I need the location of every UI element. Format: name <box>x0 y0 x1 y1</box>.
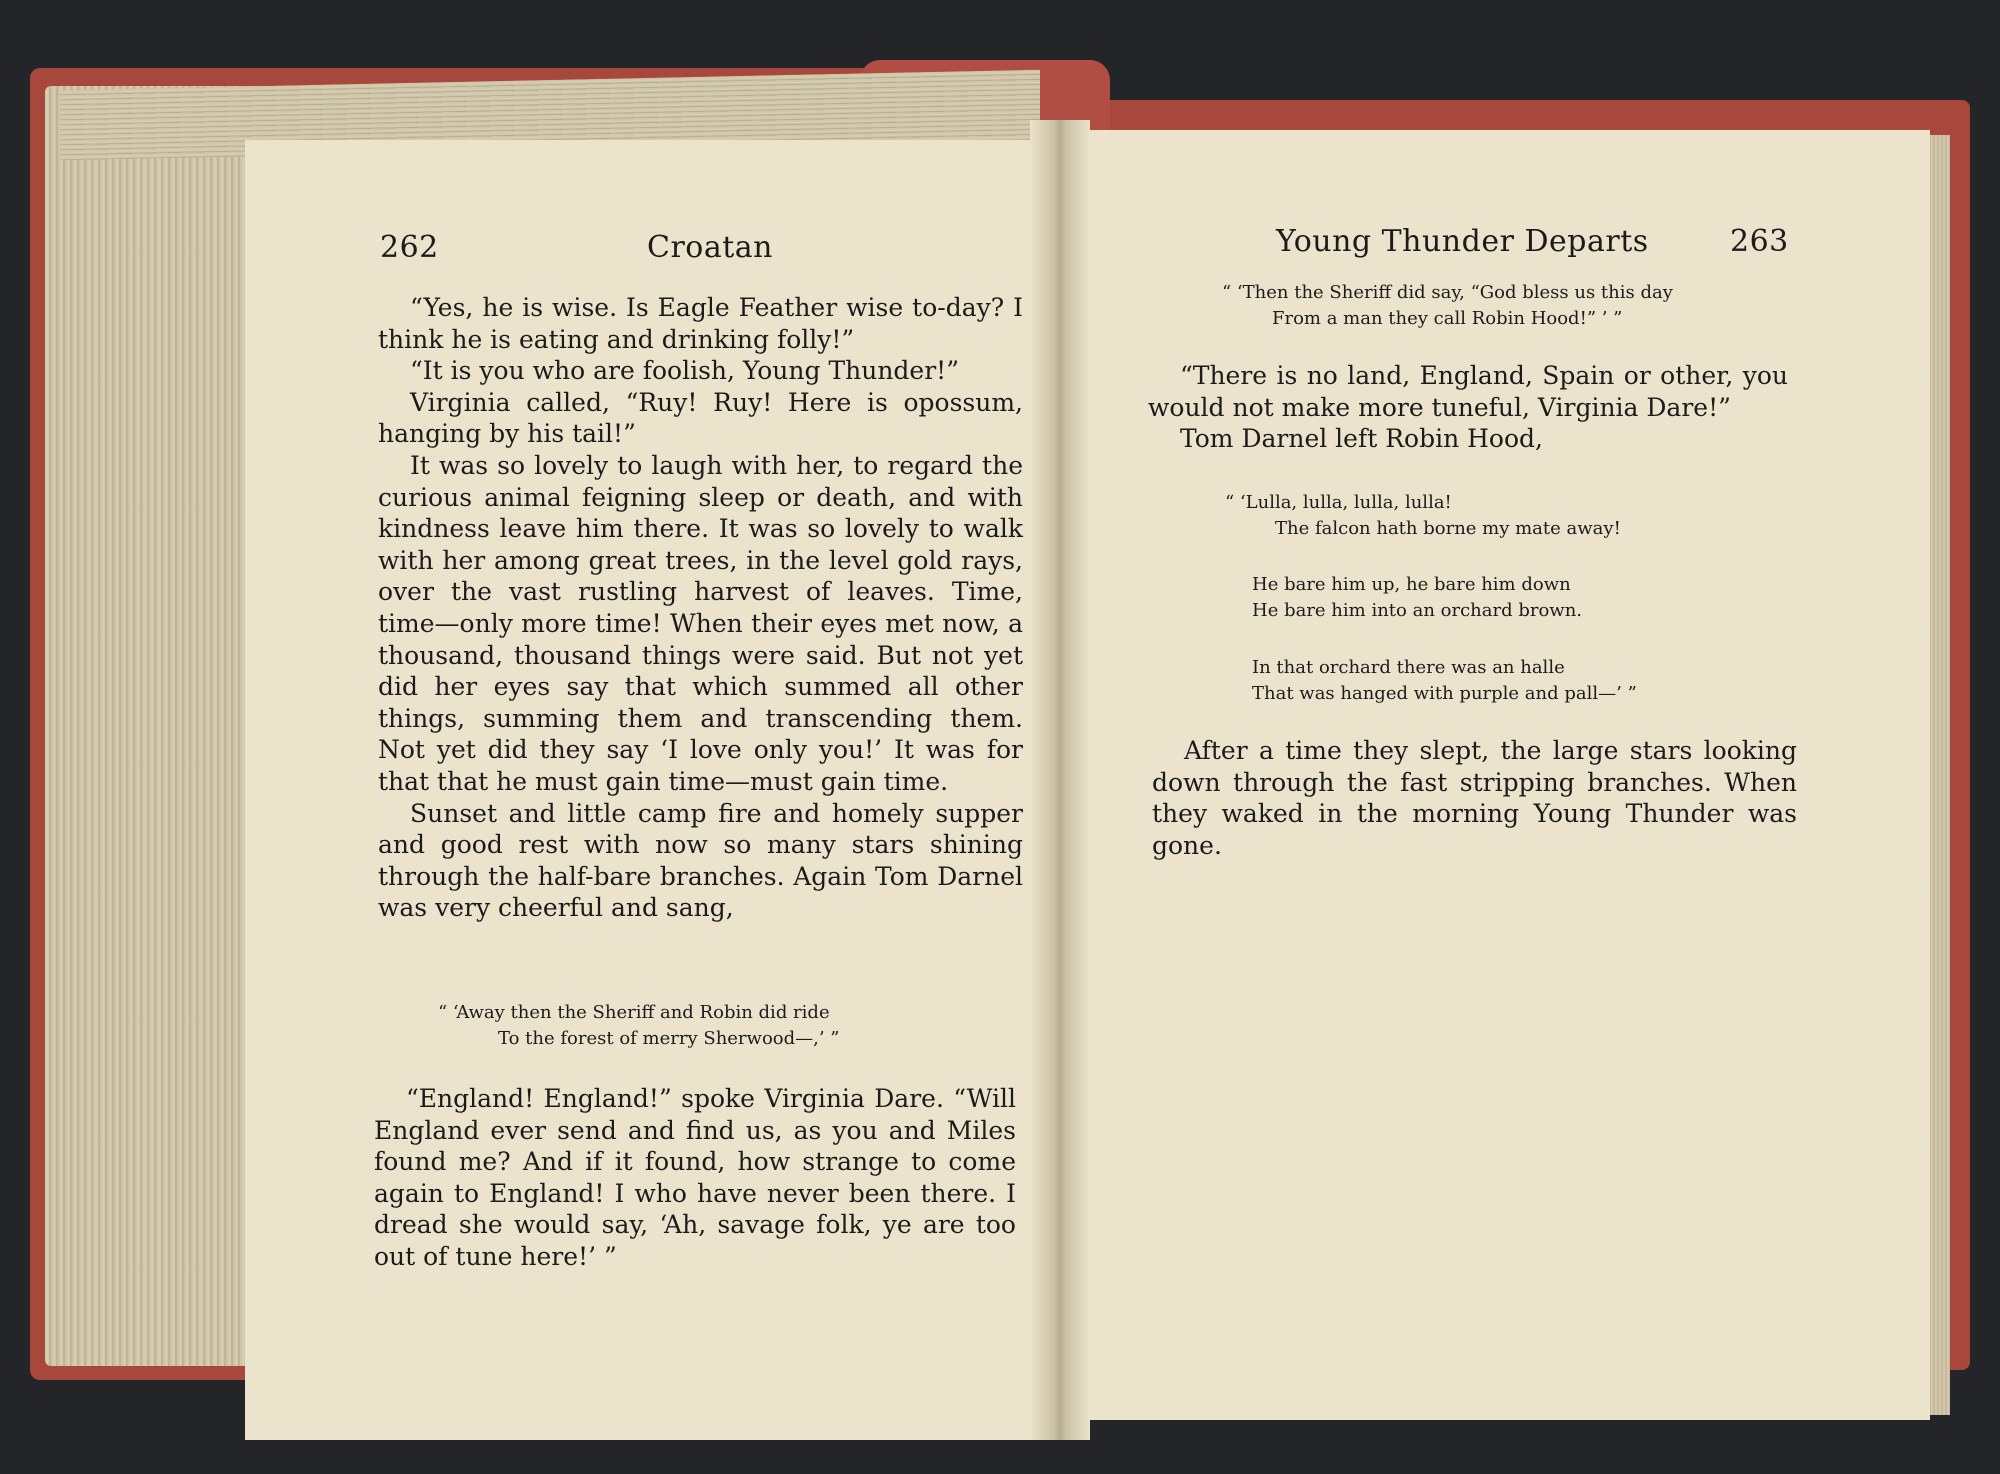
verse-line: From a man they call Robin Hood!” ’ ” <box>1272 308 1623 329</box>
paragraph: Virginia called, “Ruy! Ruy! Here is opossum, hanging by his tail!” <box>378 387 1023 449</box>
paragraph: “England! England!” spoke Virginia Dare. “Will England ever send and find us, as you and Miles found me? And if it found, how strange to come again to England! I who have never been there. I dread she would say, ‘Ah, savage folk, ye are too out of tune here!’ ” <box>374 1084 1016 1271</box>
book-gutter <box>1030 120 1090 1440</box>
verse-line: To the forest of merry Sherwood—,’ ” <box>498 1028 840 1049</box>
right-page-number: 263 <box>1730 224 1789 259</box>
right-text-bottom <box>1152 735 1797 861</box>
left-text-top <box>378 292 1023 924</box>
paragraph: “There is no land, England, Spain or other, you would not make more tuneful, Virginia Dare!” <box>1148 361 1788 422</box>
paragraph: Tom Darnel left Robin Hood, <box>1180 424 1543 454</box>
verse-line: In that orchard there was an halle <box>1252 657 1565 678</box>
verse-line: He bare him up, he bare him down <box>1252 574 1571 595</box>
verse-line: That was hanged with purple and pall—’ ” <box>1252 683 1637 704</box>
paragraph: After a time they slept, the large stars looking down through the fast stripping branches. When they waked in the morning Young Thunder was gone. <box>1152 736 1797 860</box>
verse-line: He bare him into an orchard brown. <box>1252 600 1583 621</box>
verse-line: “ ‘Away then the Sheriff and Robin did ride <box>438 1002 830 1023</box>
page-edge-stack-left <box>45 86 275 1366</box>
paragraph: Sunset and little camp fire and homely supper and good rest with now so many stars shining through the half-bare branches. Again Tom Darnel was very cheerful and sang, <box>378 798 1023 923</box>
right-verse-stanza <box>1225 490 1621 542</box>
right-running-head: Young Thunder Departs <box>1276 224 1649 259</box>
right-verse-top <box>1222 280 1673 332</box>
paragraph: “It is you who are foolish, Young Thunder!” <box>410 356 959 386</box>
verse-line: “ ‘Then the Sheriff did say, “God bless us this day <box>1222 282 1673 303</box>
right-text-mid <box>1148 360 1788 455</box>
right-verse-stanza <box>1252 655 1637 707</box>
left-verse <box>438 1000 840 1052</box>
paragraph: It was so lovely to laugh with her, to regard the curious animal feigning sleep or death, and with kindness leave him there. It was so lovely to walk with her among great trees, in the level gold rays, over the vast rustling harvest of leaves. Time, time—only more time! When their eyes met now, a thousand, thousand things were said. But not yet did her eyes say that which summed all other things, summing them and transcending them. Not yet did they say ‘I love only you!’ It was for that that he must gain time—must gain time. <box>378 450 1023 796</box>
verse-line: The falcon hath borne my mate away! <box>1275 518 1621 539</box>
left-running-head: Croatan <box>647 230 774 265</box>
verse-line: “ ‘Lulla, lulla, lulla, lulla! <box>1225 492 1452 513</box>
left-page-number: 262 <box>380 230 439 265</box>
right-verse-stanza <box>1252 572 1582 624</box>
paragraph: “Yes, he is wise. Is Eagle Feather wise to-day? I think he is eating and drinking folly!” <box>378 293 1023 354</box>
left-text-bottom <box>374 1083 1016 1273</box>
